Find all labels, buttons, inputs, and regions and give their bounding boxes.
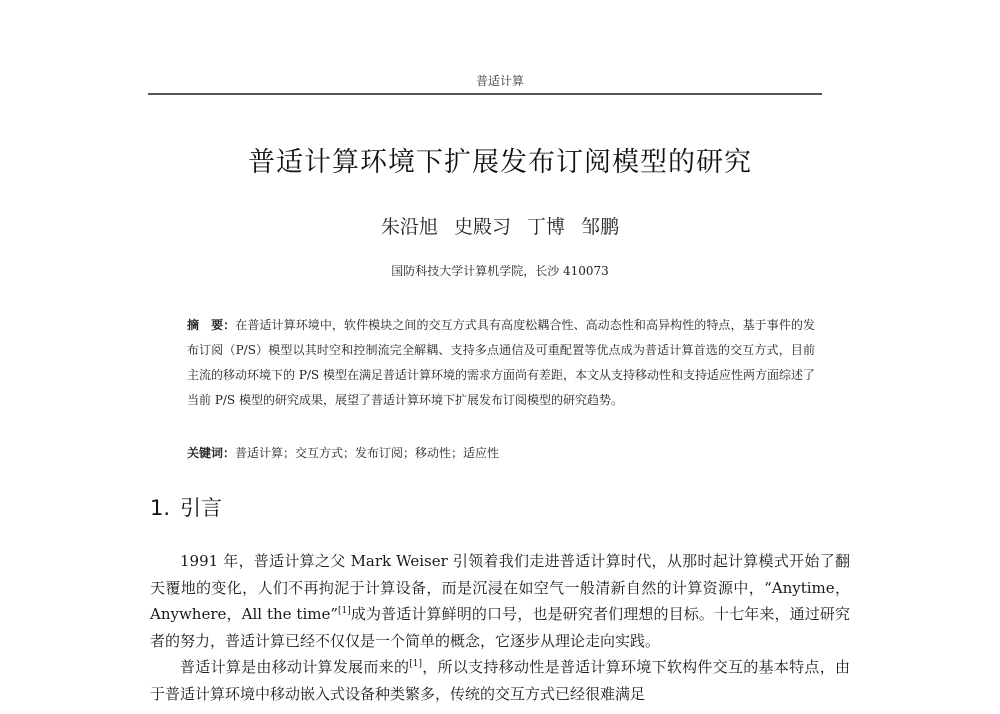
author: 朱沿旭	[380, 216, 438, 238]
keywords-label: 关键词：	[187, 446, 236, 460]
paragraph: 1991 年，普适计算之父 Mark Weiser 引领着我们走进普适计算时代，从那时起计算模式开始了翻天覆地的变化，人们不再拘泥于计算设备，而是沉浸在如空气一般清新自然的计算资源中，“Anytime，Anywhere，All the time”[1]成为普适计算鲜明的口号，也是研究者们理想的目标。十七年来，通过研究者的努力，普适计算已经不仅仅是一个简单的概念，它逐步从理论走向实践。	[150, 552, 850, 650]
author-list	[0, 212, 1000, 239]
paragraph: 普适计算是由移动计算发展而来的[1]，所以支持移动性是普适计算环境下软构件交互的基本特点，由于普适计算环境中移动嵌入式设备种类繁多，传统的交互方式已经很难满足	[150, 658, 850, 703]
author: 丁博	[527, 216, 566, 238]
abstract-text: 在普适计算环境中，软件模块之间的交互方式具有高度松耦合性、高动态性和高异构性的特点，基于事件的发布订阅（P/S）模型以其时空和控制流完全解耦、支持多点通信及可重配置等优点成为普适计算首选的交互方式，目前主流的移动环境下的 P/S 模型在满足普适计算环境的需求方面尚有差距，本文从支持移动性和支持适应性两方面综述了当前 P/S 模型的研究成果，展望了普适计算环境下扩展发布订阅模型的研究趋势。	[187, 318, 815, 407]
header-rule	[148, 93, 822, 95]
affiliation: 国防科技大学计算机学院，长沙 410073	[391, 264, 609, 278]
section-heading	[150, 492, 232, 522]
keywords	[187, 441, 815, 466]
author: 邹鹏	[581, 216, 620, 238]
paper-title: 普适计算环境下扩展发布订阅模型的研究	[248, 147, 752, 178]
abstract	[187, 313, 815, 413]
author: 史殿习	[453, 216, 511, 238]
citation: [1]	[409, 659, 423, 669]
running-head: 普适计算	[475, 74, 524, 88]
body-text	[150, 548, 850, 707]
section-title: 引言	[180, 496, 223, 520]
section-number: 1.	[150, 496, 171, 520]
citation: [1]	[338, 606, 351, 616]
keywords-text: 普适计算；交互方式；发布订阅；移动性；适应性	[235, 446, 500, 460]
abstract-label: 摘 要：	[187, 318, 236, 332]
